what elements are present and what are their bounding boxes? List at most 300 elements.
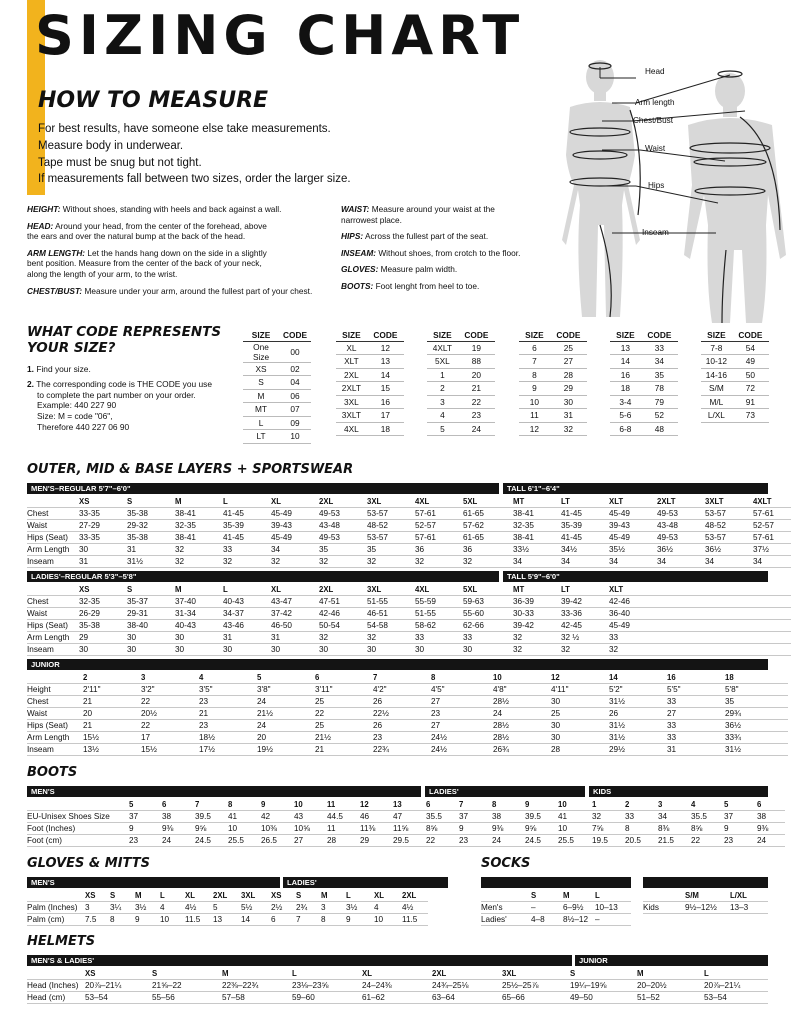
size-cell: M [243, 389, 279, 403]
code-cell: 29 [550, 382, 587, 396]
value-cell: 34 [607, 556, 655, 568]
code-cell: 72 [732, 382, 769, 396]
code-cell: 20 [458, 368, 495, 382]
size-cell: 3 [427, 395, 458, 409]
value-cell: 32 [221, 556, 269, 568]
helmets-bar: MEN'S & LADIES' [27, 955, 572, 966]
value-cell: 8 [623, 823, 656, 835]
value-cell: 25½–25⅞ [500, 980, 568, 992]
code-row [336, 368, 404, 382]
value-cell: 22 [689, 835, 722, 847]
value-cell: 30 [77, 544, 125, 556]
code-table [701, 329, 769, 423]
code-cell: 32 [550, 422, 587, 436]
header-cell: XS [77, 496, 125, 508]
value-cell: 35 [365, 544, 413, 556]
code-row [243, 362, 311, 376]
value-cell: 29 [358, 835, 391, 847]
header-cell: 16 [665, 672, 723, 684]
code-row [519, 395, 587, 409]
value-cell: 24.5 [523, 835, 556, 847]
value-cell [703, 632, 751, 644]
code-row [610, 341, 678, 355]
value-cell [655, 596, 703, 608]
value-cell: 21 [313, 744, 371, 756]
table-header-row [27, 496, 791, 508]
table-row [481, 914, 631, 926]
value-cell: 35 [317, 544, 365, 556]
code-row [519, 341, 587, 355]
value-cell: 27 [292, 835, 325, 847]
helmets-heading: HELMETS [27, 934, 96, 949]
value-cell: 34 [656, 811, 689, 823]
value-cell: 30 [173, 644, 221, 656]
value-cell: 21½ [255, 708, 313, 720]
table-header-row [27, 799, 785, 811]
size-cell: M/L [701, 395, 732, 409]
value-cell: 15½ [139, 744, 197, 756]
row-label: Palm (Inches) [27, 902, 83, 914]
size-cell: 2 [427, 382, 458, 396]
value-cell: 25 [549, 708, 607, 720]
code-row [610, 355, 678, 369]
value-cell: 35-37 [125, 596, 173, 608]
value-cell: 55-60 [461, 608, 511, 620]
value-cell: 32 [173, 556, 221, 568]
table-row [27, 732, 788, 744]
value-cell: 29-32 [125, 520, 173, 532]
value-cell: 31 [665, 744, 723, 756]
header-cell: 4XLT [751, 496, 791, 508]
value-cell: 33-35 [77, 508, 125, 520]
code-cell: 21 [458, 382, 495, 396]
size-table [27, 496, 791, 568]
value-cell: 45-49 [269, 508, 317, 520]
value-cell: 47 [391, 811, 424, 823]
value-cell: 23 [457, 835, 490, 847]
code-col-header: CODE [367, 329, 404, 341]
value-cell: 26.5 [259, 835, 292, 847]
code-col-header: CODE [641, 329, 678, 341]
value-cell: 20 [81, 708, 139, 720]
value-cell [655, 632, 703, 644]
value-cell: 10⅜ [259, 823, 292, 835]
value-cell: 25 [313, 720, 371, 732]
code-row [610, 382, 678, 396]
code-cell: 10 [279, 430, 311, 444]
value-cell: 32 [173, 544, 221, 556]
value-cell: 17 [139, 732, 197, 744]
value-cell: 19¼–19⅝ [568, 980, 635, 992]
value-cell: 32 [511, 644, 559, 656]
socks-kids-bar [643, 877, 768, 888]
header-cell: L [221, 496, 269, 508]
step-number: 2. [27, 378, 34, 389]
value-cell: 4'11" [549, 684, 607, 696]
code-cell: 18 [367, 422, 404, 436]
outer-heading: OUTER, MID & BASE LAYERS + SPORTSWEAR [27, 462, 354, 477]
boots-kids-bar: KIDS [589, 786, 768, 797]
value-cell: 24 [491, 708, 549, 720]
value-cell: 36½ [655, 544, 703, 556]
definition-text: Measure palm width. [378, 264, 458, 275]
step-number: 1. [27, 364, 34, 374]
definition [341, 204, 520, 225]
value-cell: 3'8" [255, 684, 313, 696]
value-cell: 53-57 [365, 532, 413, 544]
size-cell: 14-16 [701, 368, 732, 382]
value-cell: – [593, 914, 631, 926]
size-col-header: SIZE [336, 329, 367, 341]
value-cell: 39.5 [523, 811, 556, 823]
value-cell: 33 [665, 732, 723, 744]
definition [341, 264, 520, 275]
value-cell: 43-47 [269, 596, 317, 608]
value-cell: 41-45 [559, 532, 607, 544]
value-cell: 9⅜ [490, 823, 523, 835]
header-cell: 2XL [317, 584, 365, 596]
size-cell: One Size [243, 341, 279, 362]
code-row [427, 422, 495, 436]
table-row [27, 811, 785, 823]
header-cell: 3XL [365, 496, 413, 508]
header-cell: 2XL [317, 496, 365, 508]
size-table [27, 799, 785, 847]
header-cell: 3 [656, 799, 689, 811]
step-2-line: Example: 440 227 90 [37, 400, 117, 411]
value-cell: 42-46 [607, 596, 655, 608]
header-cell: 7 [457, 799, 490, 811]
header-cell: 7 [371, 672, 429, 684]
value-cell: 28 [325, 835, 358, 847]
value-cell: 30 [125, 632, 173, 644]
table-row [27, 620, 791, 632]
value-cell: 36-40 [607, 608, 655, 620]
value-cell: 51-55 [413, 608, 461, 620]
header-cell: 14 [607, 672, 665, 684]
header-cell: XLT [607, 496, 655, 508]
row-label: Kids [643, 902, 683, 914]
header-cell: L [158, 890, 183, 902]
table-row [27, 835, 785, 847]
value-cell: 26¾ [491, 744, 549, 756]
row-label: Head (cm) [27, 992, 83, 1004]
value-cell: 10 [158, 914, 183, 926]
header-cell [655, 584, 703, 596]
code-cell: 30 [550, 395, 587, 409]
header-cell: XL [269, 584, 317, 596]
value-cell: 46 [358, 811, 391, 823]
label-waist: Waist [645, 144, 666, 153]
value-cell [655, 608, 703, 620]
header-cell: M [173, 496, 221, 508]
value-cell: 41-45 [559, 508, 607, 520]
socks-heading: SOCKS [481, 856, 531, 871]
value-cell: 34 [655, 556, 703, 568]
size-table [643, 890, 768, 914]
size-cell: 4XLT [427, 341, 458, 355]
value-cell: 9⅝ [193, 823, 226, 835]
value-cell: 5 [211, 902, 239, 914]
header-cell: 10 [292, 799, 325, 811]
header-cell [751, 584, 791, 596]
value-cell: 38 [755, 811, 785, 823]
value-cell: 4'5" [429, 684, 491, 696]
code-cell: 54 [732, 341, 769, 355]
value-cell: 36-39 [511, 596, 559, 608]
row-label: Head (Inches) [27, 980, 83, 992]
value-cell: 31 [221, 632, 269, 644]
code-cell: 12 [367, 341, 404, 355]
value-cell: 58-62 [413, 620, 461, 632]
value-cell: 48-52 [703, 520, 751, 532]
value-cell: 9⅜ [755, 823, 785, 835]
value-cell: 57–58 [220, 992, 290, 1004]
value-cell: 28½ [491, 696, 549, 708]
value-cell: 32 [559, 644, 607, 656]
header-cell: M [133, 890, 158, 902]
size-cell: 3XL [336, 395, 367, 409]
value-cell: 33 [665, 720, 723, 732]
code-cell: 17 [367, 409, 404, 423]
header-cell: 5 [127, 799, 160, 811]
code-cell: 50 [732, 368, 769, 382]
value-cell: 31-34 [173, 608, 221, 620]
value-cell: 43-46 [221, 620, 269, 632]
table-row [27, 902, 428, 914]
header-cell: 1 [590, 799, 623, 811]
header-cell: 3XLT [703, 496, 751, 508]
value-cell: 18½ [197, 732, 255, 744]
code-cell: 02 [279, 362, 311, 376]
value-cell: 41-45 [221, 532, 269, 544]
header-cell: S [108, 890, 133, 902]
code-table [610, 329, 678, 436]
value-cell: 39-42 [559, 596, 607, 608]
size-col-header: SIZE [427, 329, 458, 341]
size-cell: 6 [519, 341, 550, 355]
code-col-header: CODE [732, 329, 769, 341]
header-cell: 10 [491, 672, 549, 684]
table-row [27, 508, 791, 520]
value-cell [703, 596, 751, 608]
table-row [27, 544, 791, 556]
code-cell: 73 [732, 409, 769, 423]
value-cell: 61–62 [360, 992, 430, 1004]
value-cell: 59–60 [290, 992, 360, 1004]
label-arm-length: Arm length [635, 98, 675, 107]
definition [27, 248, 312, 280]
value-cell: 42-45 [559, 620, 607, 632]
gloves-heading: GLOVES & MITTS [27, 856, 150, 871]
value-cell [655, 620, 703, 632]
code-cell: 33 [641, 341, 678, 355]
code-row [610, 409, 678, 423]
value-cell: 26-29 [77, 608, 125, 620]
table-row [27, 556, 791, 568]
value-cell: 31 [269, 632, 317, 644]
value-cell: 65–66 [500, 992, 568, 1004]
header-cell: 2 [81, 672, 139, 684]
value-cell: 32 [317, 632, 365, 644]
code-row [610, 395, 678, 409]
value-cell: 29-31 [125, 608, 173, 620]
header-cell: XS [269, 890, 294, 902]
value-cell: 52-57 [413, 520, 461, 532]
value-cell: 3½ [133, 902, 158, 914]
definition-text: Let the hands hang down on the side in a slightly [85, 247, 267, 258]
header-cell: XL [360, 968, 430, 980]
header-cell: 9 [523, 799, 556, 811]
value-cell: 24½ [429, 732, 491, 744]
size-cell: 9 [519, 382, 550, 396]
boots-ladies-bar: LADIES' [425, 786, 585, 797]
size-col-header: SIZE [519, 329, 550, 341]
value-cell: 37 [457, 811, 490, 823]
definitions-right [341, 204, 520, 298]
value-cell: 30 [461, 644, 511, 656]
definition-text: the ears and over the natural bump at the back of the head. [27, 231, 246, 242]
code-table-header [701, 329, 769, 341]
row-label: Arm Length [27, 632, 77, 644]
header-cell [27, 496, 77, 508]
definition [341, 281, 520, 292]
header-cell: M [220, 968, 290, 980]
code-cell: 49 [732, 355, 769, 369]
value-cell: 32 [269, 556, 317, 568]
value-cell: 30 [549, 732, 607, 744]
size-cell: 2XLT [336, 382, 367, 396]
code-table [519, 329, 587, 436]
row-label: Men's [481, 902, 529, 914]
code-cell: 09 [279, 416, 311, 430]
header-cell: LT [559, 584, 607, 596]
value-cell: 45-49 [607, 508, 655, 520]
size-cell: 1 [427, 368, 458, 382]
value-cell: 2½ [269, 902, 294, 914]
value-cell: 53–54 [702, 992, 768, 1004]
value-cell: 8⅜ [656, 823, 689, 835]
value-cell: 24 [755, 835, 785, 847]
header-cell [27, 968, 83, 980]
row-label: Height [27, 684, 81, 696]
code-row [243, 376, 311, 390]
value-cell: 49–50 [568, 992, 635, 1004]
header-cell: 4 [197, 672, 255, 684]
value-cell: 23 [197, 720, 255, 732]
header-cell [27, 890, 83, 902]
value-cell: 13½ [81, 744, 139, 756]
value-cell: 49-53 [317, 532, 365, 544]
row-label: Chest [27, 596, 77, 608]
table-header-row [643, 890, 768, 902]
value-cell: 30 [77, 644, 125, 656]
header-cell: MT [511, 584, 559, 596]
value-cell: 48-52 [365, 520, 413, 532]
header-cell: 7 [193, 799, 226, 811]
size-table [27, 890, 428, 926]
code-cell: 00 [279, 341, 311, 362]
ladies-regular-bar: LADIES'–REGULAR 5'3"–5'8" [27, 571, 499, 582]
value-cell: 39-43 [607, 520, 655, 532]
row-label: Foot (cm) [27, 835, 127, 847]
value-cell: 32 [365, 556, 413, 568]
value-cell: 9⅜ [160, 823, 193, 835]
code-row [701, 368, 769, 382]
header-cell: 4XL [413, 584, 461, 596]
table-row [27, 980, 768, 992]
code-cell: 88 [458, 355, 495, 369]
row-label: Foot (Inches) [27, 823, 127, 835]
value-cell: 14 [239, 914, 269, 926]
value-cell: 32 [511, 632, 559, 644]
definition-text: Without shoes, standing with heels and back against a wall. [60, 204, 282, 214]
code-col-header: CODE [458, 329, 495, 341]
header-cell: S [150, 968, 220, 980]
value-cell: 3 [83, 902, 108, 914]
table-header-row [27, 584, 791, 596]
value-cell: 23 [371, 732, 429, 744]
value-cell: 33 [461, 632, 511, 644]
value-cell: 44.5 [325, 811, 358, 823]
definition-key: GLOVES: [341, 264, 379, 275]
code-row [701, 341, 769, 355]
value-cell: 36½ [723, 720, 788, 732]
size-col-header: SIZE [610, 329, 641, 341]
header-cell [703, 584, 751, 596]
value-cell: 35-38 [125, 532, 173, 544]
value-cell: 27 [429, 720, 491, 732]
value-cell: 4–8 [529, 914, 561, 926]
value-cell: 8⅝ [689, 823, 722, 835]
definition-key: BOOTS: [341, 280, 374, 291]
size-cell: MT [243, 403, 279, 417]
code-row [336, 409, 404, 423]
code-row [336, 422, 404, 436]
intro-line: Tape must be snug but not tight. [38, 156, 202, 169]
header-cell: 5XL [461, 496, 511, 508]
code-row [243, 416, 311, 430]
code-row [519, 409, 587, 423]
value-cell: 45-49 [269, 532, 317, 544]
value-cell: 11⅝ [391, 823, 424, 835]
row-label: Waist [27, 520, 77, 532]
value-cell: 10–13 [593, 902, 631, 914]
helmets-junior-bar: JUNIOR [575, 955, 768, 966]
code-cell: 34 [641, 355, 678, 369]
header-cell: 6 [313, 672, 371, 684]
header-cell: 13 [391, 799, 424, 811]
code-steps [27, 364, 212, 433]
size-cell: 18 [610, 382, 641, 396]
value-cell: 29 [77, 632, 125, 644]
definition-text: bent position. Measure from the center of the back of your neck, [27, 258, 262, 269]
value-cell: 32 [461, 556, 511, 568]
row-label: Chest [27, 696, 81, 708]
header-cell: 6 [424, 799, 457, 811]
header-cell: S [568, 968, 635, 980]
value-cell: 46-50 [269, 620, 317, 632]
header-cell: 2XL [211, 890, 239, 902]
page-title: SIZING CHART [35, 4, 525, 67]
value-cell [703, 608, 751, 620]
value-cell: 10 [226, 823, 259, 835]
value-cell: 36 [461, 544, 511, 556]
header-cell: M [173, 584, 221, 596]
value-cell: 23 [722, 835, 755, 847]
value-cell: 4½ [400, 902, 428, 914]
header-cell: 5 [255, 672, 313, 684]
